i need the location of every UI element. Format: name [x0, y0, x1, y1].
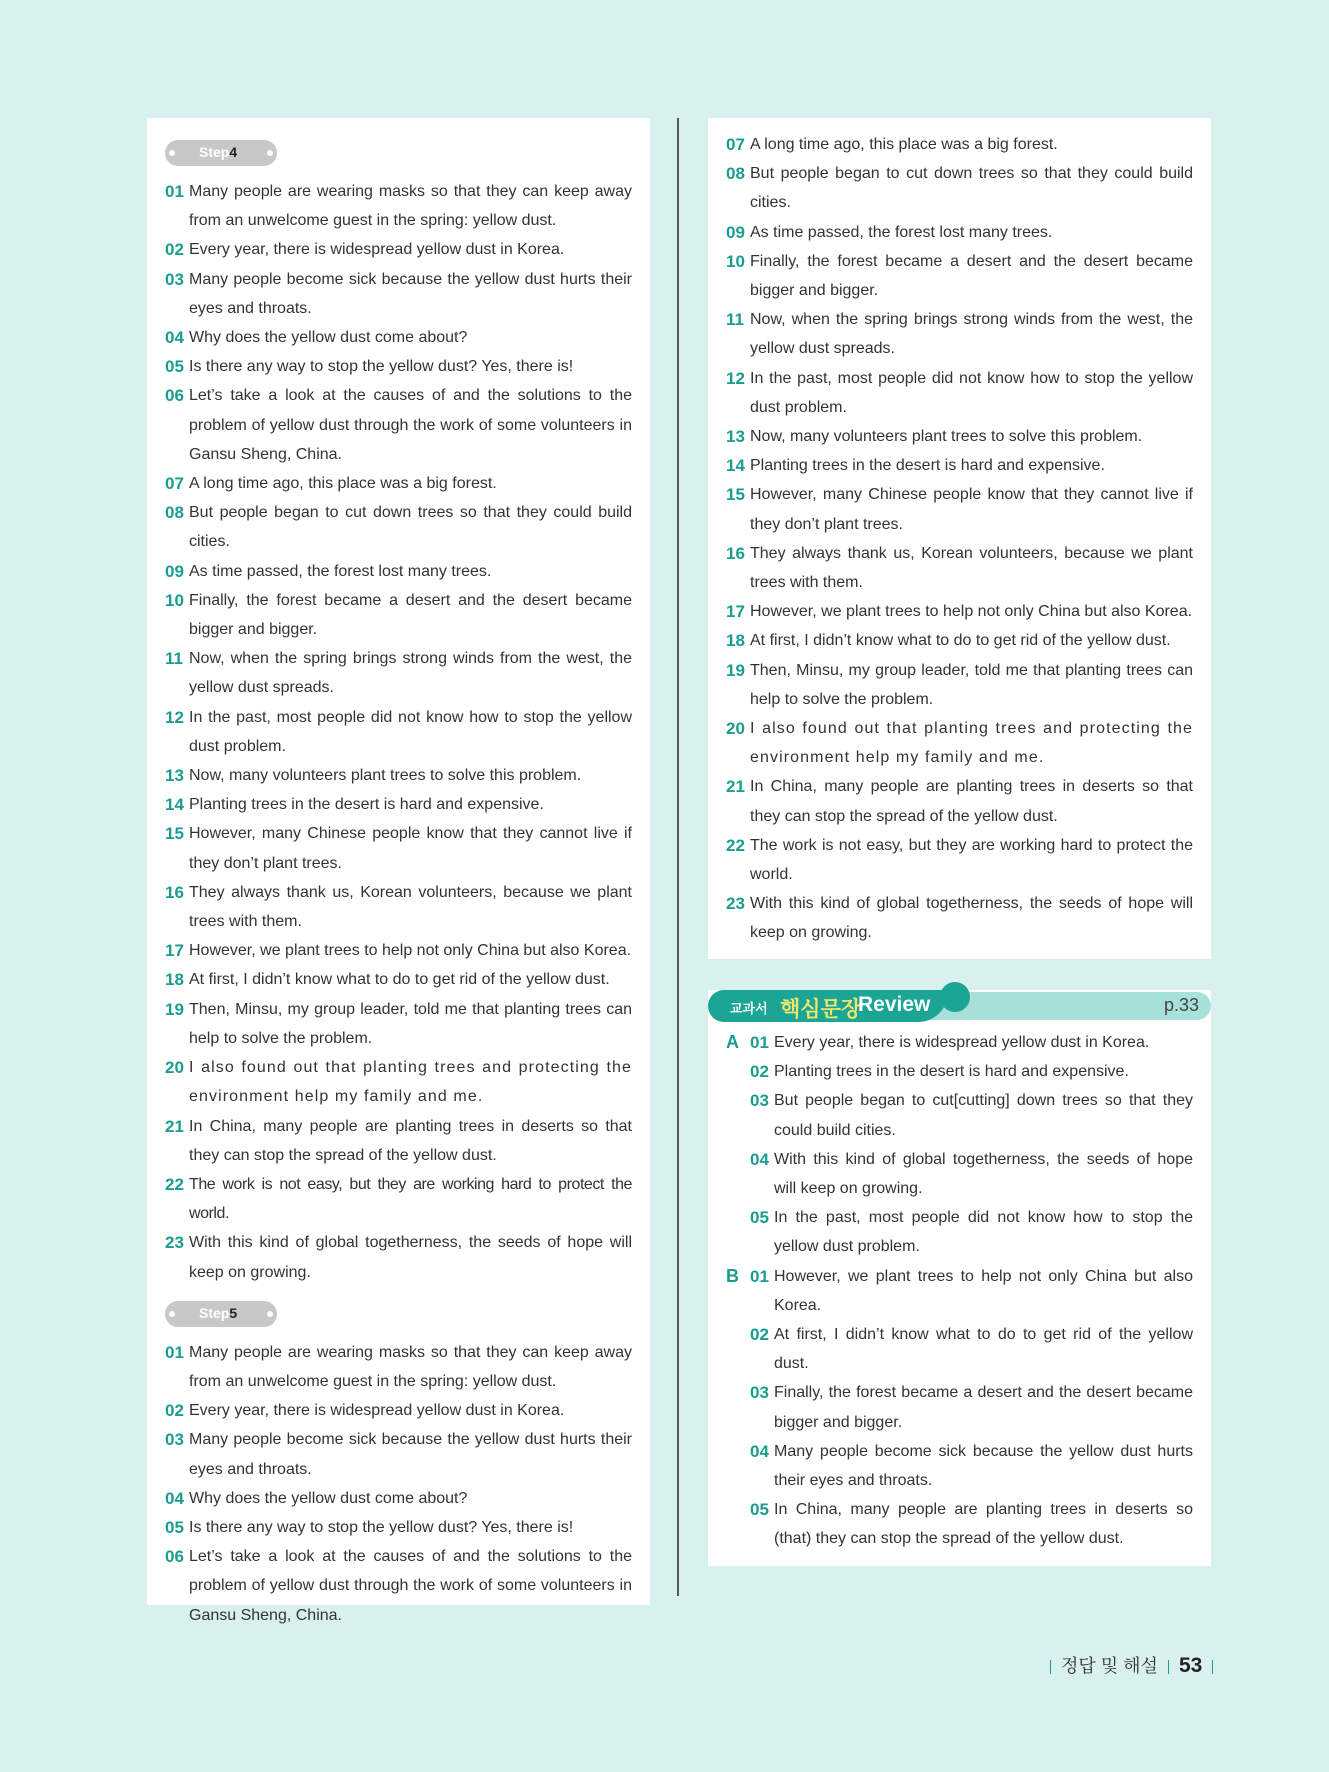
list-item	[750, 1028, 1193, 1057]
item-text: However, we plant trees to help not only China but also Korea.	[750, 603, 1193, 621]
step-number: 5	[229, 1304, 238, 1321]
item-number: 17	[165, 941, 184, 961]
item-number: 14	[165, 795, 184, 815]
left-panel	[147, 118, 650, 1624]
list-item	[726, 714, 1193, 772]
list-item	[165, 381, 632, 469]
list-item	[165, 1513, 632, 1542]
item-text: I also found out that planting trees and protecting the environment help my family and me.	[189, 1059, 632, 1106]
list-item	[165, 995, 632, 1053]
item-text: Planting trees in the desert is hard and expensive.	[774, 1063, 1129, 1081]
item-text: The work is not easy, but they are working hard to protect the world.	[189, 1175, 632, 1223]
item-number: 07	[165, 474, 184, 494]
list-item	[726, 305, 1193, 363]
item-number: 13	[165, 766, 184, 786]
item-text: Many people are wearing masks so that they can keep away from an unwelcome guest in the spring: yellow dust.	[189, 183, 632, 230]
item-number: 06	[165, 386, 184, 406]
item-text: Finally, the forest became a desert and the desert became bigger and bigger.	[750, 252, 1193, 300]
list-item	[165, 1053, 632, 1111]
item-text: Now, many volunteers plant trees to solve this problem.	[189, 767, 582, 785]
item-number: 03	[165, 269, 184, 289]
list-item	[165, 790, 632, 819]
footer-divider	[1168, 1660, 1169, 1674]
item-number: 12	[165, 707, 184, 727]
list-item	[165, 1425, 632, 1483]
page-number: 53	[1178, 1654, 1203, 1677]
step5-list	[165, 1338, 632, 1630]
column-divider	[677, 118, 679, 1596]
item-text: Many people become sick because the yellow dust hurts their eyes and throats.	[189, 1431, 632, 1478]
item-number: 05	[165, 1517, 184, 1537]
review-panel	[708, 990, 1211, 1566]
item-number: 15	[165, 824, 184, 844]
item-text: They always thank us, Korean volunteers, because we plant trees with them.	[189, 883, 632, 931]
item-number: 21	[726, 777, 745, 797]
list-item	[165, 235, 632, 264]
item-number: 09	[726, 222, 745, 242]
item-text: Why does the yellow dust come about?	[189, 329, 468, 347]
dot-icon	[267, 150, 273, 156]
list-item	[726, 159, 1193, 217]
review-body	[726, 1028, 1193, 1554]
item-text: Many people become sick because the yellow dust hurts their eyes and throats.	[189, 270, 632, 317]
list-item	[165, 819, 632, 877]
list-item	[726, 218, 1193, 247]
list-item	[726, 451, 1193, 480]
item-text: With this kind of global togetherness, the seeds of hope will keep on growing.	[189, 1234, 632, 1281]
item-text: In the past, most people did not know how to stop the yellow dust problem.	[774, 1209, 1193, 1256]
item-text: In China, many people are planting trees in deserts so that they can stop the spread of the yellow dust.	[189, 1117, 632, 1164]
item-text: However, we plant trees to help not only China but also Korea.	[189, 942, 632, 960]
item-text: At first, I didn’t know what to do to get rid of the yellow dust.	[774, 1326, 1193, 1373]
item-number: 06	[165, 1547, 184, 1567]
list-item	[165, 1396, 632, 1425]
item-text: However, many Chinese people know that they cannot live if they don’t plant trees.	[750, 486, 1193, 533]
review-header	[708, 990, 1211, 1022]
list-item	[726, 889, 1193, 947]
item-text: In the past, most people did not know how to stop the yellow dust problem.	[189, 708, 632, 755]
item-number: 05	[165, 357, 184, 377]
item-number: 14	[726, 456, 745, 476]
dot-icon	[267, 1311, 273, 1317]
item-number: 11	[726, 310, 744, 330]
item-number: 12	[726, 368, 745, 388]
item-number: 11	[165, 649, 183, 669]
item-number: 04	[165, 1488, 184, 1508]
item-text: However, we plant trees to help not only China but also Korea.	[774, 1267, 1193, 1314]
item-text: Every year, there is widespread yellow dust in Korea.	[774, 1034, 1150, 1051]
item-text: Finally, the forest became a desert and the desert became bigger and bigger.	[189, 591, 632, 639]
item-number: 16	[726, 543, 745, 563]
list-item	[750, 1262, 1193, 1320]
list-item	[165, 1228, 632, 1286]
item-text: At first, I didn’t know what to do to get rid of the yellow dust.	[189, 971, 610, 989]
item-number: 08	[726, 164, 745, 184]
list-item	[165, 498, 632, 556]
list-item	[165, 586, 632, 644]
review-header-circle	[940, 982, 970, 1012]
list-item	[165, 878, 632, 936]
review-small-title: 교과서	[730, 1001, 768, 1016]
dot-icon	[169, 150, 175, 156]
item-number: 15	[726, 485, 745, 505]
item-number: 01	[165, 1342, 184, 1362]
list-item	[165, 469, 632, 498]
item-number: 05	[750, 1500, 769, 1520]
list-item	[165, 1542, 632, 1630]
item-text: Then, Minsu, my group leader, told me that planting trees can help to solve the problem.	[750, 661, 1193, 708]
item-number: 08	[165, 503, 184, 523]
review-section	[726, 1262, 1193, 1554]
list-item	[750, 1378, 1193, 1436]
item-number: 02	[165, 240, 184, 260]
item-number: 20	[165, 1058, 184, 1078]
section-letter: B	[726, 1265, 739, 1286]
list-item	[165, 1170, 632, 1228]
item-number: 19	[726, 660, 745, 680]
item-number: 02	[750, 1325, 769, 1345]
list-item	[165, 323, 632, 352]
item-text: However, many Chinese people know that they cannot live if they don’t plant trees.	[189, 825, 632, 872]
item-number: 18	[726, 631, 745, 651]
list-item	[726, 597, 1193, 626]
item-number: 21	[165, 1116, 184, 1136]
list-item	[750, 1086, 1193, 1144]
item-number: 04	[750, 1441, 769, 1461]
list-item	[165, 352, 632, 381]
step4-badge	[165, 140, 277, 166]
step-number: 4	[229, 144, 238, 160]
item-text: Is there any way to stop the yellow dust? Yes, there is!	[189, 358, 574, 376]
list-item	[726, 626, 1193, 655]
item-text: Every year, there is widespread yellow dust in Korea.	[189, 1402, 565, 1420]
section-letter: A	[726, 1032, 739, 1052]
item-text: At first, I didn’t know what to do to get rid of the yellow dust.	[750, 632, 1171, 650]
item-text: They always thank us, Korean volunteers, because we plant trees with them.	[750, 544, 1193, 592]
item-number: 23	[165, 1233, 184, 1253]
item-number: 22	[165, 1174, 184, 1194]
list-item	[726, 130, 1193, 159]
item-number: 03	[750, 1383, 769, 1403]
review-word: Review	[858, 993, 931, 1016]
item-text: Let’s take a look at the causes of and the solutions to the problem of yellow dust through the work of some volunteers in Gansu Sheng, China.	[189, 387, 632, 463]
item-text: Now, many volunteers plant trees to solve this problem.	[750, 428, 1143, 446]
item-text: The work is not easy, but they are working hard to protect the world.	[750, 836, 1193, 884]
item-number: 10	[726, 251, 745, 271]
item-text: Now, when the spring brings strong winds from the west, the yellow dust spreads.	[750, 311, 1193, 358]
item-number: 01	[750, 1033, 769, 1052]
item-text: Planting trees in the desert is hard and expensive.	[189, 796, 544, 814]
item-text: But people began to cut[cutting] down trees so that they could build cities.	[774, 1092, 1193, 1139]
item-text: In China, many people are planting trees in deserts so that they can stop the spread of the yellow dust.	[750, 778, 1193, 825]
footer-divider	[1050, 1660, 1051, 1674]
review-section	[726, 1028, 1193, 1262]
page-footer	[1040, 1652, 1223, 1678]
item-text: I also found out that planting trees and protecting the environment help my family and me.	[750, 720, 1193, 767]
item-number: 01	[165, 182, 184, 201]
item-number: 03	[750, 1091, 769, 1111]
item-number: 04	[165, 328, 184, 348]
item-text: Now, when the spring brings strong winds from the west, the yellow dust spreads.	[189, 650, 632, 697]
list-item	[726, 247, 1193, 305]
item-number: 19	[165, 999, 184, 1019]
item-text: As time passed, the forest lost many trees.	[750, 223, 1053, 241]
review-main-title: 핵심문장	[780, 998, 862, 1021]
item-number: 02	[165, 1401, 184, 1421]
item-text: Many people become sick because the yellow dust hurts their eyes and throats.	[774, 1442, 1193, 1490]
step5-badge	[165, 1301, 277, 1327]
item-text: With this kind of global togetherness, the seeds of hope will keep on growing.	[774, 1150, 1193, 1198]
item-text: Planting trees in the desert is hard and expensive.	[750, 457, 1105, 475]
item-number: 09	[165, 561, 184, 581]
item-text: Every year, there is widespread yellow dust in Korea.	[189, 241, 565, 259]
item-text: With this kind of global togetherness, the seeds of hope will keep on growing.	[750, 895, 1193, 942]
item-text: But people began to cut down trees so that they could build cities.	[189, 504, 632, 551]
item-number: 17	[726, 602, 745, 622]
footer-label: 정답 및 해설	[1061, 1656, 1158, 1676]
list-item	[165, 1112, 632, 1170]
list-item	[165, 761, 632, 790]
list-item	[165, 557, 632, 586]
list-item	[750, 1203, 1193, 1261]
list-item	[726, 364, 1193, 422]
item-text: Then, Minsu, my group leader, told me that planting trees can help to solve the problem.	[189, 1000, 632, 1047]
list-item	[750, 1437, 1193, 1495]
right-list	[726, 130, 1193, 948]
item-number: 23	[726, 894, 745, 914]
list-item	[726, 422, 1193, 451]
list-item	[165, 265, 632, 323]
step-label: Step	[199, 144, 230, 160]
footer-divider	[1212, 1660, 1213, 1674]
item-number: 07	[726, 135, 745, 154]
item-number: 20	[726, 719, 745, 739]
item-text: A long time ago, this place was a big forest.	[189, 475, 497, 493]
right-continuation-panel	[708, 118, 1211, 959]
list-item	[726, 831, 1193, 889]
item-number: 10	[165, 590, 184, 610]
list-item	[165, 1338, 632, 1396]
item-number: 03	[165, 1430, 184, 1450]
review-page-ref: p.33	[1163, 995, 1199, 1015]
list-item	[165, 936, 632, 965]
item-text: Why does the yellow dust come about?	[189, 1489, 468, 1507]
list-item	[726, 480, 1193, 538]
item-text: A long time ago, this place was a big forest.	[750, 136, 1058, 153]
item-number: 04	[750, 1149, 769, 1169]
item-text: Is there any way to stop the yellow dust? Yes, there is!	[189, 1518, 574, 1536]
list-item	[750, 1057, 1193, 1086]
item-text: As time passed, the forest lost many trees.	[189, 562, 492, 580]
list-item	[165, 1484, 632, 1513]
list-item	[750, 1495, 1193, 1553]
list-item	[726, 772, 1193, 830]
list-item	[726, 539, 1193, 597]
list-item	[750, 1320, 1193, 1378]
item-number: 22	[726, 835, 745, 855]
item-text: In the past, most people did not know how to stop the yellow dust problem.	[750, 369, 1193, 416]
item-number: 18	[165, 970, 184, 990]
item-number: 05	[750, 1208, 769, 1228]
item-text: Let’s take a look at the causes of and the solutions to the problem of yellow dust through the work of some volunteers in Gansu Sheng, China.	[189, 1548, 632, 1624]
item-text: Finally, the forest became a desert and the desert became bigger and bigger.	[774, 1384, 1193, 1431]
list-item	[726, 656, 1193, 714]
item-text: In China, many people are planting trees in deserts so (that) they can stop the spread of the yellow dust.	[774, 1501, 1193, 1548]
item-number: 16	[165, 882, 184, 902]
item-text: Many people are wearing masks so that they can keep away from an unwelcome guest in the spring: yellow dust.	[189, 1343, 632, 1390]
item-text: But people began to cut down trees so that they could build cities.	[750, 165, 1193, 212]
list-item	[750, 1145, 1193, 1203]
item-number: 13	[726, 427, 745, 447]
list-item	[165, 644, 632, 702]
item-number: 01	[750, 1266, 769, 1286]
dot-icon	[169, 1311, 175, 1317]
list-item	[165, 965, 632, 994]
step-label: Step	[199, 1304, 230, 1321]
step4-list	[165, 177, 632, 1287]
item-number: 02	[750, 1062, 769, 1082]
list-item	[165, 177, 632, 235]
list-item	[165, 703, 632, 761]
